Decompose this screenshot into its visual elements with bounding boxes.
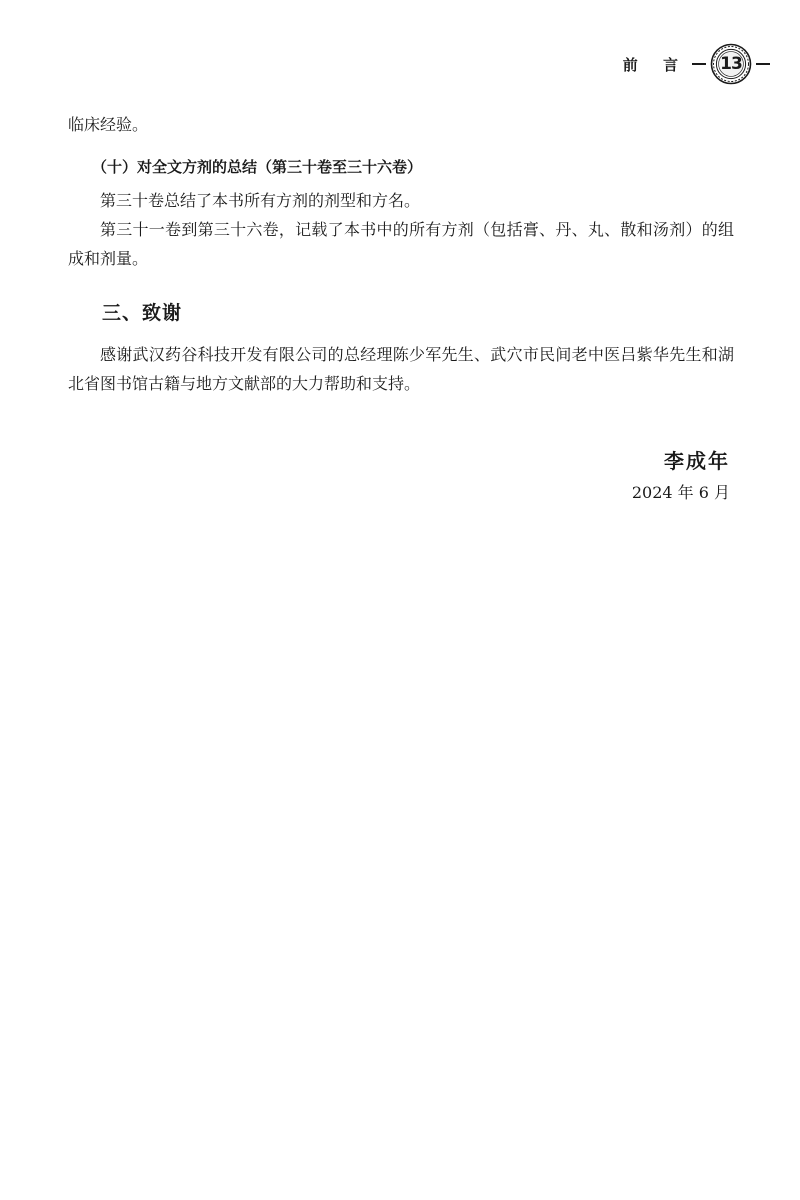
signature-block [632, 446, 730, 508]
running-header [623, 44, 770, 84]
section-heading: 三、致谢 [102, 302, 183, 324]
signature-date: 2024 年 6 月 [631, 483, 730, 502]
body-paragraph: 第三十卷总结了本书所有方剂的剂型和方名。 [100, 191, 421, 210]
header-section-title: 前 言 [622, 55, 688, 74]
acknowledgement-paragraph: 感谢武汉药谷科技开发有限公司的总经理陈少军先生、武穴市民间老中医吕紫华先生和湖北省图书馆古籍与地方文献部的大力帮助和支持。 [68, 345, 734, 393]
author-name: 李成年 [664, 449, 730, 473]
continued-paragraph: 临床经验。 [68, 115, 149, 134]
page-number-badge [710, 43, 752, 85]
header-left-rule [692, 63, 706, 65]
body-paragraph: 第三十一卷到第三十六卷，记载了本书中的所有方剂（包括膏、丹、丸、散和汤剂）的组成和剂量。 [68, 220, 734, 268]
subsection-heading: （十）对全文方剂的总结（第三十卷至三十六卷） [92, 158, 423, 176]
header-right-rule [756, 63, 770, 65]
main-content [68, 110, 734, 398]
page-number: 13 [720, 54, 742, 74]
